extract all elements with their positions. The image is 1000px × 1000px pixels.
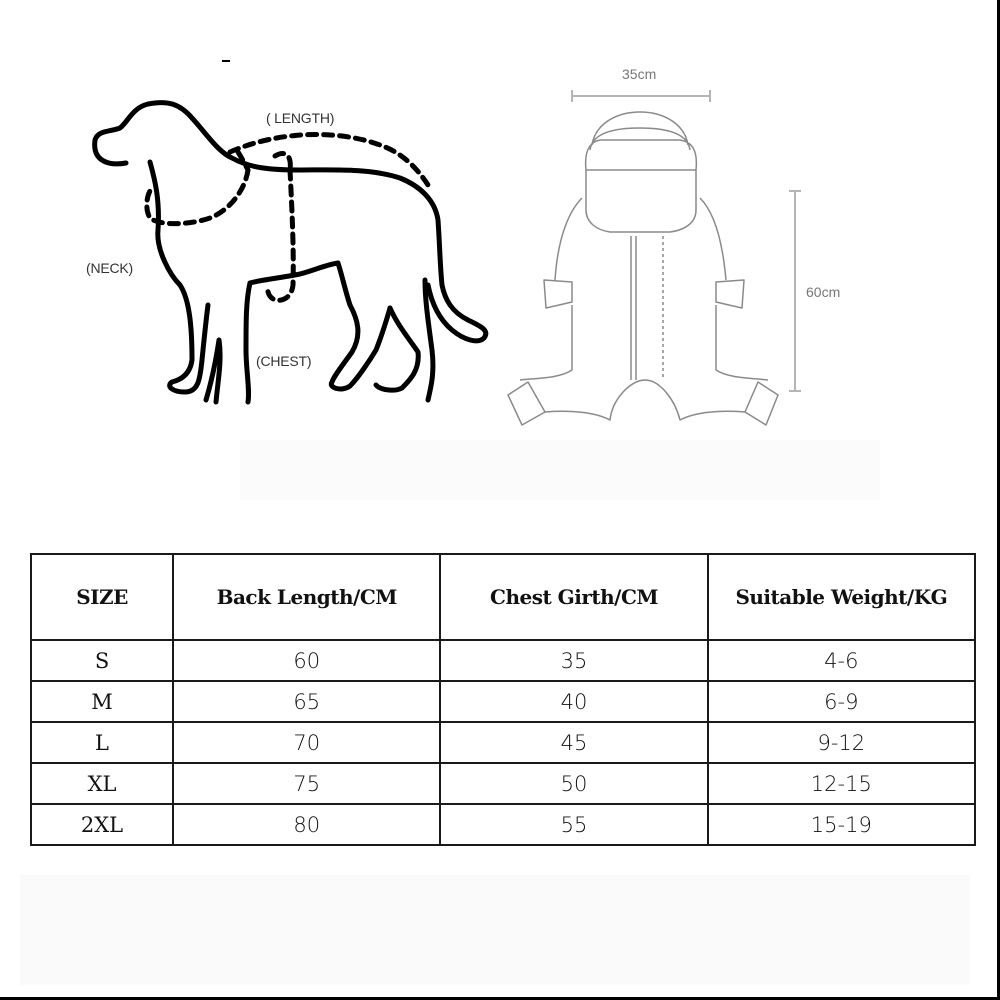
header-size: SIZE (31, 554, 173, 640)
table-row (31, 681, 975, 722)
cell-chest-girth: 45 (440, 722, 707, 763)
cell-size: L (31, 722, 173, 763)
cell-chest-girth: 40 (440, 681, 707, 722)
neck-label: (NECK) (86, 260, 134, 276)
length-label: ( LENGTH) (266, 110, 335, 126)
table-header-row (31, 554, 975, 640)
table-row (31, 640, 975, 681)
header-suitable-weight: Suitable Weight/KG (708, 554, 975, 640)
dog-measurement-diagram (80, 90, 500, 410)
cell-weight: 15-19 (708, 804, 975, 845)
cell-size: M (31, 681, 173, 722)
garment-dimension-diagram (500, 50, 870, 440)
table-row (31, 763, 975, 804)
cell-chest-girth: 35 (440, 640, 707, 681)
stray-mark (222, 60, 230, 62)
table-row (31, 722, 975, 763)
cell-size: XL (31, 763, 173, 804)
header-back-length: Back Length/CM (173, 554, 440, 640)
width-dimension-label: 35cm (622, 66, 657, 82)
cell-weight: 12-15 (708, 763, 975, 804)
cell-back-length: 80 (173, 804, 440, 845)
faded-background-band (240, 440, 880, 500)
cell-weight: 4-6 (708, 640, 975, 681)
cell-size: 2XL (31, 804, 173, 845)
garment-outline-icon (500, 50, 870, 440)
height-dimension-label: 60cm (806, 284, 841, 300)
cell-back-length: 65 (173, 681, 440, 722)
cell-weight: 9-12 (708, 722, 975, 763)
faded-background-band-bottom (20, 875, 970, 985)
cell-size: S (31, 640, 173, 681)
cell-back-length: 60 (173, 640, 440, 681)
size-chart-table (30, 553, 976, 846)
cell-chest-girth: 50 (440, 763, 707, 804)
table-row (31, 804, 975, 845)
cell-weight: 6-9 (708, 681, 975, 722)
cell-chest-girth: 55 (440, 804, 707, 845)
cell-back-length: 70 (173, 722, 440, 763)
cell-back-length: 75 (173, 763, 440, 804)
header-chest-girth: Chest Girth/CM (440, 554, 707, 640)
chest-label: (CHEST) (256, 353, 312, 369)
